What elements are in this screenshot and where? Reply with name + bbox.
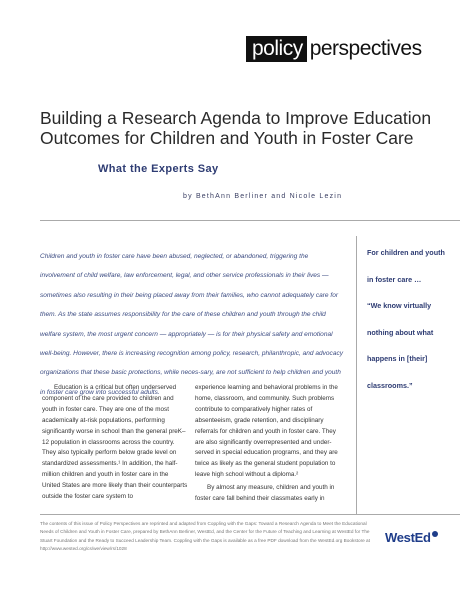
logo-text: WestEd	[385, 530, 431, 545]
masthead	[246, 36, 422, 62]
masthead-perspectives: perspectives	[309, 37, 422, 60]
subtitle: What the Experts Say	[98, 163, 219, 175]
byline: by BethAnn Berliner and Nicole Lezin	[183, 193, 343, 200]
page-title	[40, 108, 440, 148]
pull-quote-line: For children and youth	[367, 248, 445, 257]
pull-quote-line: in foster care …	[367, 274, 422, 284]
body-paragraph: experience learning and behavioral problems in the home, classroom, and community. Such problems contribute to comparatively higher rates of absenteeism, grade retention, and disciplinary referrals for children and youth in foster care. They are also significantly overrepresented and under-served in special education programs, and they are twice as likely as the general student population to leave high school without a diploma.²	[195, 384, 338, 479]
body-column-1	[42, 383, 188, 505]
body-column-2	[195, 383, 341, 507]
body-paragraph: Education is a critical but often underserved component of the care provided to children and youth in foster care. They are one of the most academically at-risk populations, performing significantly worse in school than the general preK–12 population in classrooms across the country. They also typically perform below grade level on standardized assessments.¹ In addition, the half-million children and youth in foster care in the United States are more likely than their counterparts outside the foster care system to	[42, 384, 188, 501]
pull-quote-line: happens in [their]	[367, 354, 428, 363]
pull-quote	[367, 248, 459, 407]
logo-registered-mark	[432, 531, 438, 537]
wested-logo	[385, 530, 438, 545]
title-line-2: Outcomes for Children and Youth in Foster Care	[40, 128, 414, 148]
title-line-1: Building a Research Agenda to Improve Education	[40, 108, 432, 128]
intro-paragraph: Children and youth in foster care have been abused, neglected, or abandoned, triggering the involvement of child welfare, law enforcement, legal, and other service professionals in their lives — sometimes also resulting in their being placed away from their families, who cannot adequately care for them. As the state assumes responsibility for the care of these children and youth through the child welfare system, the most urgent concern — appropriately — is for their physical safety and emotional well-being. However, there is increasing recognition among policy, research, philanthropic, and advocacy organizations that these basic protections, while neces-sary, are not sufficient to help children and youth in foster care grow into successful adults.	[40, 253, 344, 396]
pull-quote-line: “We know virtually	[367, 301, 432, 310]
top-rule	[40, 220, 460, 221]
vertical-rule	[356, 236, 357, 514]
footnote: The contents of this issue of Policy Perspectives are reprinted and adapted from Coppling with the Gaps: Toward a Research Agenda to Meet the Educational Needs of Children and Youth in Foster Care, prepared by BethAnn Berliner, WestEd, and the Center for the Future of Teaching and Learning at WestEd for The Stuart Foundation and the Ready to Succeed Leadership Team. Coppling with the Gaps is available as a free PDF download from the WestEd.org Bookstore at http://www.wested.org/cs/we/view/rs/1028	[40, 521, 370, 551]
footer-rule	[40, 514, 460, 515]
masthead-policy: policy	[246, 36, 307, 62]
pull-quote-line: classrooms.”	[367, 380, 413, 390]
body-paragraph: By almost any measure, children and youth in foster care fall behind their classmates early in	[195, 484, 335, 503]
pull-quote-line: nothing about what	[367, 327, 434, 337]
